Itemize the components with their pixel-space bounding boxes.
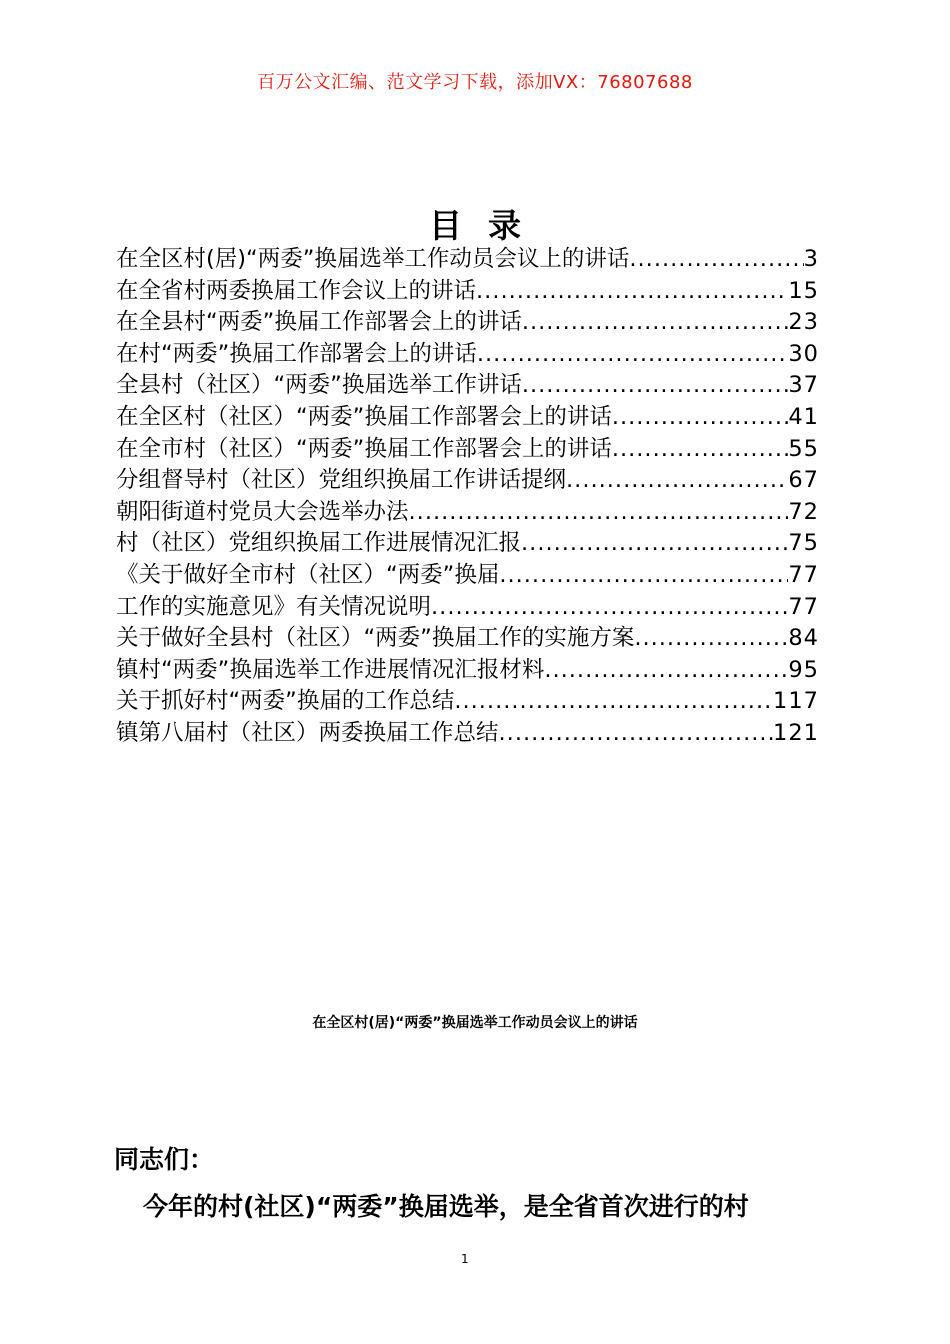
dot-leader: [521, 528, 788, 560]
toc-entry[interactable]: [116, 465, 819, 497]
header-note: 百万公文汇编、范文学习下载，添加VX：76807688: [257, 72, 693, 93]
toc-entry[interactable]: [116, 528, 819, 560]
dot-leader: [544, 655, 788, 687]
toc-entry-page: 121: [773, 719, 819, 746]
toc-entry-page: 95: [788, 656, 819, 683]
toc-entry[interactable]: [116, 244, 819, 276]
body-first-line: 今年的村(社区)“两委”换届选举，是全省首次进行的村: [143, 1192, 749, 1221]
toc-entry[interactable]: [116, 370, 819, 402]
toc-entry-title: 在全区村（社区）“两委”换届工作部署会上的讲话: [116, 403, 612, 430]
toc-entry-page: 37: [788, 372, 819, 399]
toc-entry-title: 工作的实施意见》有关情况说明: [116, 593, 432, 620]
dot-leader: [612, 402, 789, 434]
toc-entry-title: 在全县村“两委”换届工作部署会上的讲话: [116, 309, 522, 336]
dot-leader: [409, 497, 789, 529]
dot-leader: [522, 307, 789, 339]
toc-entry-title: 关于做好全县村（社区）“两委”换届工作的实施方案: [116, 625, 635, 652]
toc-entry-title: 关于抓好村“两委”换届的工作总结: [116, 688, 455, 715]
toc-entry-page: 75: [788, 530, 819, 557]
toc-entry-title: 《关于做好全市村（社区）“两委”换届: [116, 561, 500, 588]
toc-entry-page: 72: [788, 498, 819, 525]
toc-entry-title: 分组督导村（社区）党组织换届工作讲话提纲: [116, 467, 567, 494]
toc-entry-page: 41: [788, 403, 819, 430]
toc-entry[interactable]: [116, 339, 819, 371]
toc-entry-page: 23: [788, 309, 819, 336]
toc-entry-title: 在全市村（社区）“两委”换届工作部署会上的讲话: [116, 435, 612, 462]
dot-leader: [476, 276, 788, 308]
toc-entry-title: 在全省村两委换届工作会议上的讲话: [116, 277, 477, 304]
toc-entry-title: 在全区村(居)“两委”换届选举工作动员会议上的讲话: [116, 246, 630, 272]
dot-leader: [629, 244, 803, 276]
toc-entry-page: 3: [803, 246, 819, 272]
dot-leader: [522, 370, 789, 402]
toc-entry-page: 84: [788, 625, 819, 652]
table-of-contents: [116, 244, 819, 750]
toc-entry[interactable]: [116, 402, 819, 434]
toc-entry-title: 全县村（社区）“两委”换届选举工作讲话: [116, 372, 522, 399]
toc-entry[interactable]: [116, 434, 819, 466]
toc-title: 目录: [429, 206, 547, 245]
toc-entry-title: 村（社区）党组织换届工作进展情况汇报: [116, 530, 522, 557]
dot-leader: [566, 465, 788, 497]
toc-entry[interactable]: [116, 560, 819, 592]
toc-entry-page: 55: [788, 435, 819, 462]
toc-entry-page: 77: [788, 561, 819, 588]
toc-entry-page: 67: [788, 467, 819, 494]
section-heading: 在全区村(居)“两委”换届选举工作动员会议上的讲话: [312, 1015, 638, 1031]
dot-leader: [612, 434, 789, 466]
dot-leader: [454, 686, 773, 718]
toc-entry[interactable]: [116, 592, 819, 624]
toc-entry-title: 镇第八届村（社区）两委换届工作总结: [116, 719, 499, 746]
toc-entry-page: 77: [788, 593, 819, 620]
toc-entry[interactable]: [116, 307, 819, 339]
toc-entry-page: 117: [773, 688, 819, 715]
dot-leader: [477, 339, 789, 371]
toc-entry-title: 朝阳街道村党员大会选举办法: [116, 498, 409, 525]
dot-leader: [634, 623, 788, 655]
toc-entry[interactable]: [116, 497, 819, 529]
toc-entry[interactable]: [116, 655, 819, 687]
dot-leader: [431, 592, 788, 624]
toc-entry-title: 在村“两委”换届工作部署会上的讲话: [116, 340, 477, 367]
toc-entry[interactable]: [116, 686, 819, 718]
toc-entry-page: 15: [788, 277, 819, 304]
dot-leader: [499, 718, 774, 750]
toc-entry-title: 镇村“两委”换届选举工作进展情况汇报材料: [116, 656, 545, 683]
toc-entry[interactable]: [116, 276, 819, 308]
toc-entry-page: 30: [788, 340, 819, 367]
page-number: 1: [461, 1252, 469, 1266]
dot-leader: [499, 560, 788, 592]
toc-entry[interactable]: [116, 623, 819, 655]
toc-entry[interactable]: [116, 718, 819, 750]
salutation: 同志们：: [114, 1145, 215, 1174]
